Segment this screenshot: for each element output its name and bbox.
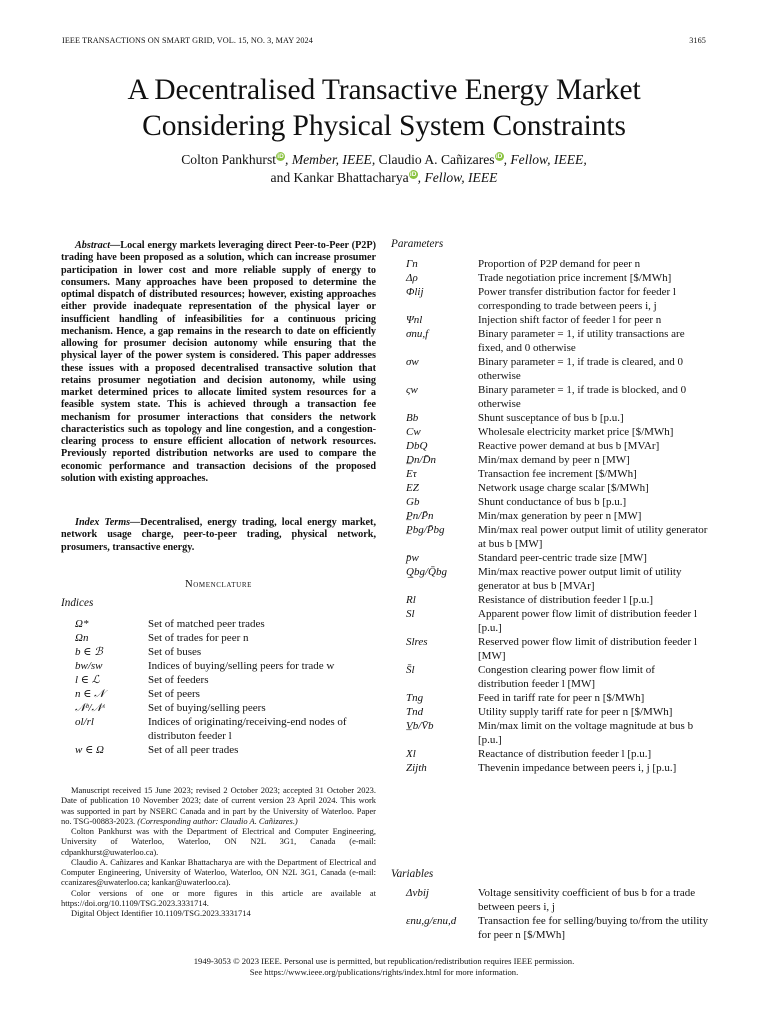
nomenclature-symbol: ςw [406,384,418,396]
nomenclature-symbol: Ωn [75,632,89,644]
title-line-2: Considering Physical System Constraints [142,110,626,142]
nomenclature-symbol: ol/rl [75,716,94,728]
title-line-1: A Decentralised Transactive Energy Market [127,74,641,106]
nomenclature-row [406,439,708,453]
nomenclature-definition: Set of buses [148,646,202,658]
nomenclature-symbol: bw/sw [75,660,103,672]
nomenclature-definition: Voltage sensitivity coefficient of bus b for a trade between peers i, j [478,887,696,913]
nomenclature-row [406,761,708,775]
nomenclature-symbol: Sl [406,608,415,620]
orcid-icon[interactable]: iD [409,171,417,179]
paper-title [40,72,728,144]
nomenclature-row [406,453,708,467]
nomenclature-definition: Indices of originating/receiving-end nodes of distributon feeder l [148,716,347,742]
nomenclature-row [406,425,708,439]
nomenclature-symbol: P̲bg/P̄bg [406,524,445,536]
nomenclature-definition: Set of buying/selling peers [148,702,266,714]
nomenclature-definition: Resistance of distribution feeder l [p.u.] [478,594,654,606]
nomenclature-row [406,257,708,271]
nomenclature-symbol: Bb [406,412,419,424]
nomenclature-symbol: Ψnl [406,314,423,326]
copyright-line-2: See https://www.ieee.org/publications/rights/index.html for more information. [249,967,519,977]
nomenclature-row [406,635,708,663]
nomenclature-definition: Thevenin impedance between peers i, j [p.u.] [478,762,677,774]
nomenclature-symbol: b ∈ ℬ [75,646,103,658]
nomenclature-definition: Reactive power demand at bus b [MVAr] [478,440,660,452]
nomenclature-row [75,715,375,743]
nomenclature-row [406,593,708,607]
nomenclature-row [406,313,708,327]
nomenclature-symbol: Tnd [406,706,424,718]
nomenclature-definition: Min/max real power output limit of utility generator at bus b [MW] [478,524,708,550]
nomenclature-definition: Utility supply tariff rate for peer n [$/MWh] [478,706,673,718]
nomenclature-row [406,383,708,411]
nomenclature-row [75,617,375,631]
nomenclature-definition: Set of trades for peer n [148,632,249,644]
author-name: Claudio A. Cañizares [378,152,495,167]
orcid-icon[interactable]: iD [277,153,284,161]
nomenclature-symbol: Φlij [406,286,424,298]
nomenclature-row [75,659,375,673]
nomenclature-row [406,607,708,635]
variables-heading: Variables [391,868,434,880]
nomenclature-definition: Apparent power flow limit of distribution feeder l [p.u.] [478,608,698,634]
nomenclature-definition: Set of all peer trades [148,744,239,756]
nomenclature-definition: Set of matched peer trades [148,618,265,630]
nomenclature-symbol: 𝒩ᵇ/𝒩ˢ [75,702,105,714]
nomenclature-definition: Feed in tariff rate for peer n [$/MWh] [478,692,645,704]
index-terms-text: Decentralised, energy trading, local energy market, network usage charge, peer-to-peer trading, physical network, prosumers, transactive energy. [61,517,376,553]
nomenclature-symbol: Zijth [406,762,427,774]
nomenclature-definition: Power transfer distribution factor for feeder l corresponding to trade between peers i, j [478,286,676,312]
nomenclature-symbol: EZ [406,482,419,494]
abstract [61,240,376,485]
nomenclature-row [75,645,375,659]
footnote-author23: Claudio A. Cañizares and Kankar Bhattacharya are with the Department of Electrical and Computer Engineering, University of Waterloo, Waterloo, ON N2L 3G1, Canada (e-mail: ccanizares@uwaterloo.ca; kankar@uwaterloo.ca). [61,856,376,888]
nomenclature-symbol: P̲n/P̄n [406,510,434,522]
copyright-line-1: 1949-3053 © 2023 IEEE. Personal use is permitted, but republication/redistribution requires IEEE permission. [193,956,575,966]
nomenclature-row [406,663,708,691]
nomenclature-row [75,631,375,645]
nomenclature-symbol: Slres [406,636,428,648]
nomenclature-symbol: V̲b/V̄b [406,720,434,732]
nomenclature-row [406,565,708,593]
nomenclature-symbol: DbQ [406,440,428,452]
nomenclature-row [406,747,708,761]
orcid-icon[interactable]: iD [495,153,503,161]
nomenclature-symbol: Tng [406,692,424,704]
nomenclature-symbol: w ∈ Ω [75,744,104,756]
nomenclature-symbol: Xl [406,748,416,760]
nomenclature-symbol: S̄l [406,664,415,676]
author-affiliation: , Fellow, IEEE, [503,152,587,167]
nomenclature-row [406,467,708,481]
nomenclature-definition: Binary parameter = 1, if trade is blocked, and 0 otherwise [478,384,687,410]
nomenclature-row [406,355,708,383]
nomenclature-definition: Congestion clearing power flow limit of distribution feeder l [MW] [478,664,655,690]
nomenclature-row [406,551,708,565]
nomenclature-row [406,285,708,313]
author-name: Colton Pankhurst [181,152,277,167]
nomenclature-symbol: Gb [406,496,420,508]
variables-table [406,886,708,942]
nomenclature-symbol: Δρ [406,272,418,284]
running-head [62,36,706,48]
nomenclature-definition: Shunt conductance of bus b [p.u.] [478,496,627,508]
footnote-doi: Digital Object Identifier 10.1109/TSG.2023.3331714 [71,908,251,918]
nomenclature-row [406,719,708,747]
author-affiliation: , Member, IEEE, [285,152,379,167]
nomenclature-definition: Transaction fee increment [$/MWh] [478,468,637,480]
footnote-manuscript: Manuscript received 15 June 2023; revised 2 October 2023; accepted 31 October 2023. Date of publication 10 November 2023; date of current version 23 April 2024. This work was supported in part by NSERC Canada and in part by the University of Waterloo. Paper no. TSG-00883-2023. [61,785,376,826]
nomenclature-row [406,495,708,509]
abstract-text: Local energy markets leveraging direct Peer-to-Peer (P2P) trading have been proposed as a solution, which can increase prosumer participation in lower cost and more reliable supply of energy to consumers. Many approaches have been proposed to determine the optimal dispatch of distributed resources; however, existing approaches either provide inadequate representation of the physical layer or insufficient handling of infeasibilities for a continuous pricing mechanism. Hence, a gap remains in the research to date on efficiently allowing for prosumer decision autonomy while ensuring that the physical layer of the power system is considered. This paper addresses these issues with a proposed decentralised transactive solution that retains prosumer negotiation and decision autonomy, while using market determined prices to allocate limited system resources for a feasible system state. This is achieved through a transaction fee mechanism for prosumer interactions that considers the network characteristics such as topology and line congestion, and a congestion-clearing process to ensure efficient allocation of network resources. Previously reported distribution networks are used to compare the economic performance and transaction decisions of the proposed solution with existing approaches. [61,240,376,484]
nomenclature-row [75,687,375,701]
nomenclature-symbol: εnu,g/εnu,d [406,915,457,927]
footnotes [61,785,376,918]
nomenclature-row [406,914,708,942]
nomenclature-definition: Transaction fee for selling/buying to/from the utility for peer n [$/MWh] [478,915,708,941]
journal-header: IEEE TRANSACTIONS ON SMART GRID, VOL. 15, NO. 3, MAY 2024 [62,36,313,45]
nomenclature-row [75,743,375,757]
nomenclature-definition: Reactance of distribution feeder l [p.u.] [478,748,652,760]
nomenclature-symbol: Ω* [75,618,89,630]
nomenclature-definition: Min/max reactive power output limit of utility generator at bus b [MVAr] [478,566,682,592]
nomenclature-symbol: p̄w [406,552,419,564]
nomenclature-symbol: Δvbij [406,887,429,899]
parameters-heading: Parameters [391,238,444,250]
nomenclature-definition: Set of feeders [148,674,209,686]
nomenclature-row [406,509,708,523]
page-number: 3165 [689,36,706,45]
nomenclature-symbol: Q̲bg/Q̄bg [406,566,447,578]
nomenclature-row [406,481,708,495]
footnote-corresponding: (Corresponding author: Claudio A. Cañizares.) [137,815,298,826]
nomenclature-row [406,327,708,355]
nomenclature-definition: Network usage charge scalar [$/MWh] [478,482,649,494]
nomenclature-row [406,271,708,285]
nomenclature-symbol: Cw [406,426,421,438]
nomenclature-definition: Injection shift factor of feeder l for peer n [478,314,662,326]
copyright-notice [60,956,708,978]
author-name: and Kankar Bhattacharya [270,170,409,185]
index-terms [61,517,376,554]
nomenclature-row [406,886,708,914]
nomenclature-symbol: n ∈ 𝒩 [75,688,105,700]
index-terms-label: Index Terms— [75,517,141,528]
nomenclature-definition: Reserved power flow limit of distribution feeder l [MW] [478,636,698,662]
nomenclature-definition: Standard peer-centric trade size [MW] [478,552,647,564]
parameters-table [406,257,708,775]
nomenclature-definition: Proportion of P2P demand for peer n [478,258,641,270]
nomenclature-definition: Shunt susceptance of bus b [p.u.] [478,412,624,424]
nomenclature-definition: Indices of buying/selling peers for trade w [148,660,335,672]
nomenclature-row [75,673,375,687]
indices-heading: Indices [61,597,94,609]
nomenclature-symbol: l ∈ ℒ [75,674,100,686]
nomenclature-symbol: σnu,f [406,328,429,340]
nomenclature-symbol: Rl [406,594,416,606]
nomenclature-symbol: Γn [406,258,418,270]
nomenclature-row [75,701,375,715]
footnote-color: Color versions of one or more figures in this article are available at https://doi.org/10.1109/TSG.2023.3331714. [61,887,376,908]
nomenclature-definition: Set of peers [148,688,200,700]
nomenclature-definition: Binary parameter = 1, if utility transactions are fixed, and 0 otherwise [478,328,685,354]
nomenclature-row [406,705,708,719]
nomenclature-heading: Nomenclature [185,579,252,590]
nomenclature-definition: Binary parameter = 1, if trade is cleared, and 0 otherwise [478,356,684,382]
nomenclature-row [406,523,708,551]
nomenclature-definition: Trade negotiation price increment [$/MWh] [478,272,672,284]
author-affiliation: , Fellow, IEEE [417,170,498,185]
nomenclature-symbol: Eτ [406,468,417,480]
nomenclature-symbol: D̲n/D̄n [406,454,436,466]
nomenclature-definition: Min/max generation by peer n [MW] [478,510,642,522]
nomenclature-definition: Min/max demand by peer n [MW] [478,454,630,466]
footnote-author1: Colton Pankhurst was with the Department of Electrical and Computer Engineering, University of Waterloo, Waterloo, ON N2L 3G1, Canada (e-mail: cdpankhurst@uwaterloo.ca). [61,826,376,857]
indices-table [75,617,375,757]
nomenclature-symbol: σw [406,356,419,368]
nomenclature-row [406,411,708,425]
nomenclature-row [406,691,708,705]
nomenclature-definition: Wholesale electricity market price [$/MWh] [478,426,674,438]
author-block [60,151,708,187]
nomenclature-definition: Min/max limit on the voltage magnitude at bus b [p.u.] [478,720,694,746]
abstract-label: Abstract— [75,240,121,251]
